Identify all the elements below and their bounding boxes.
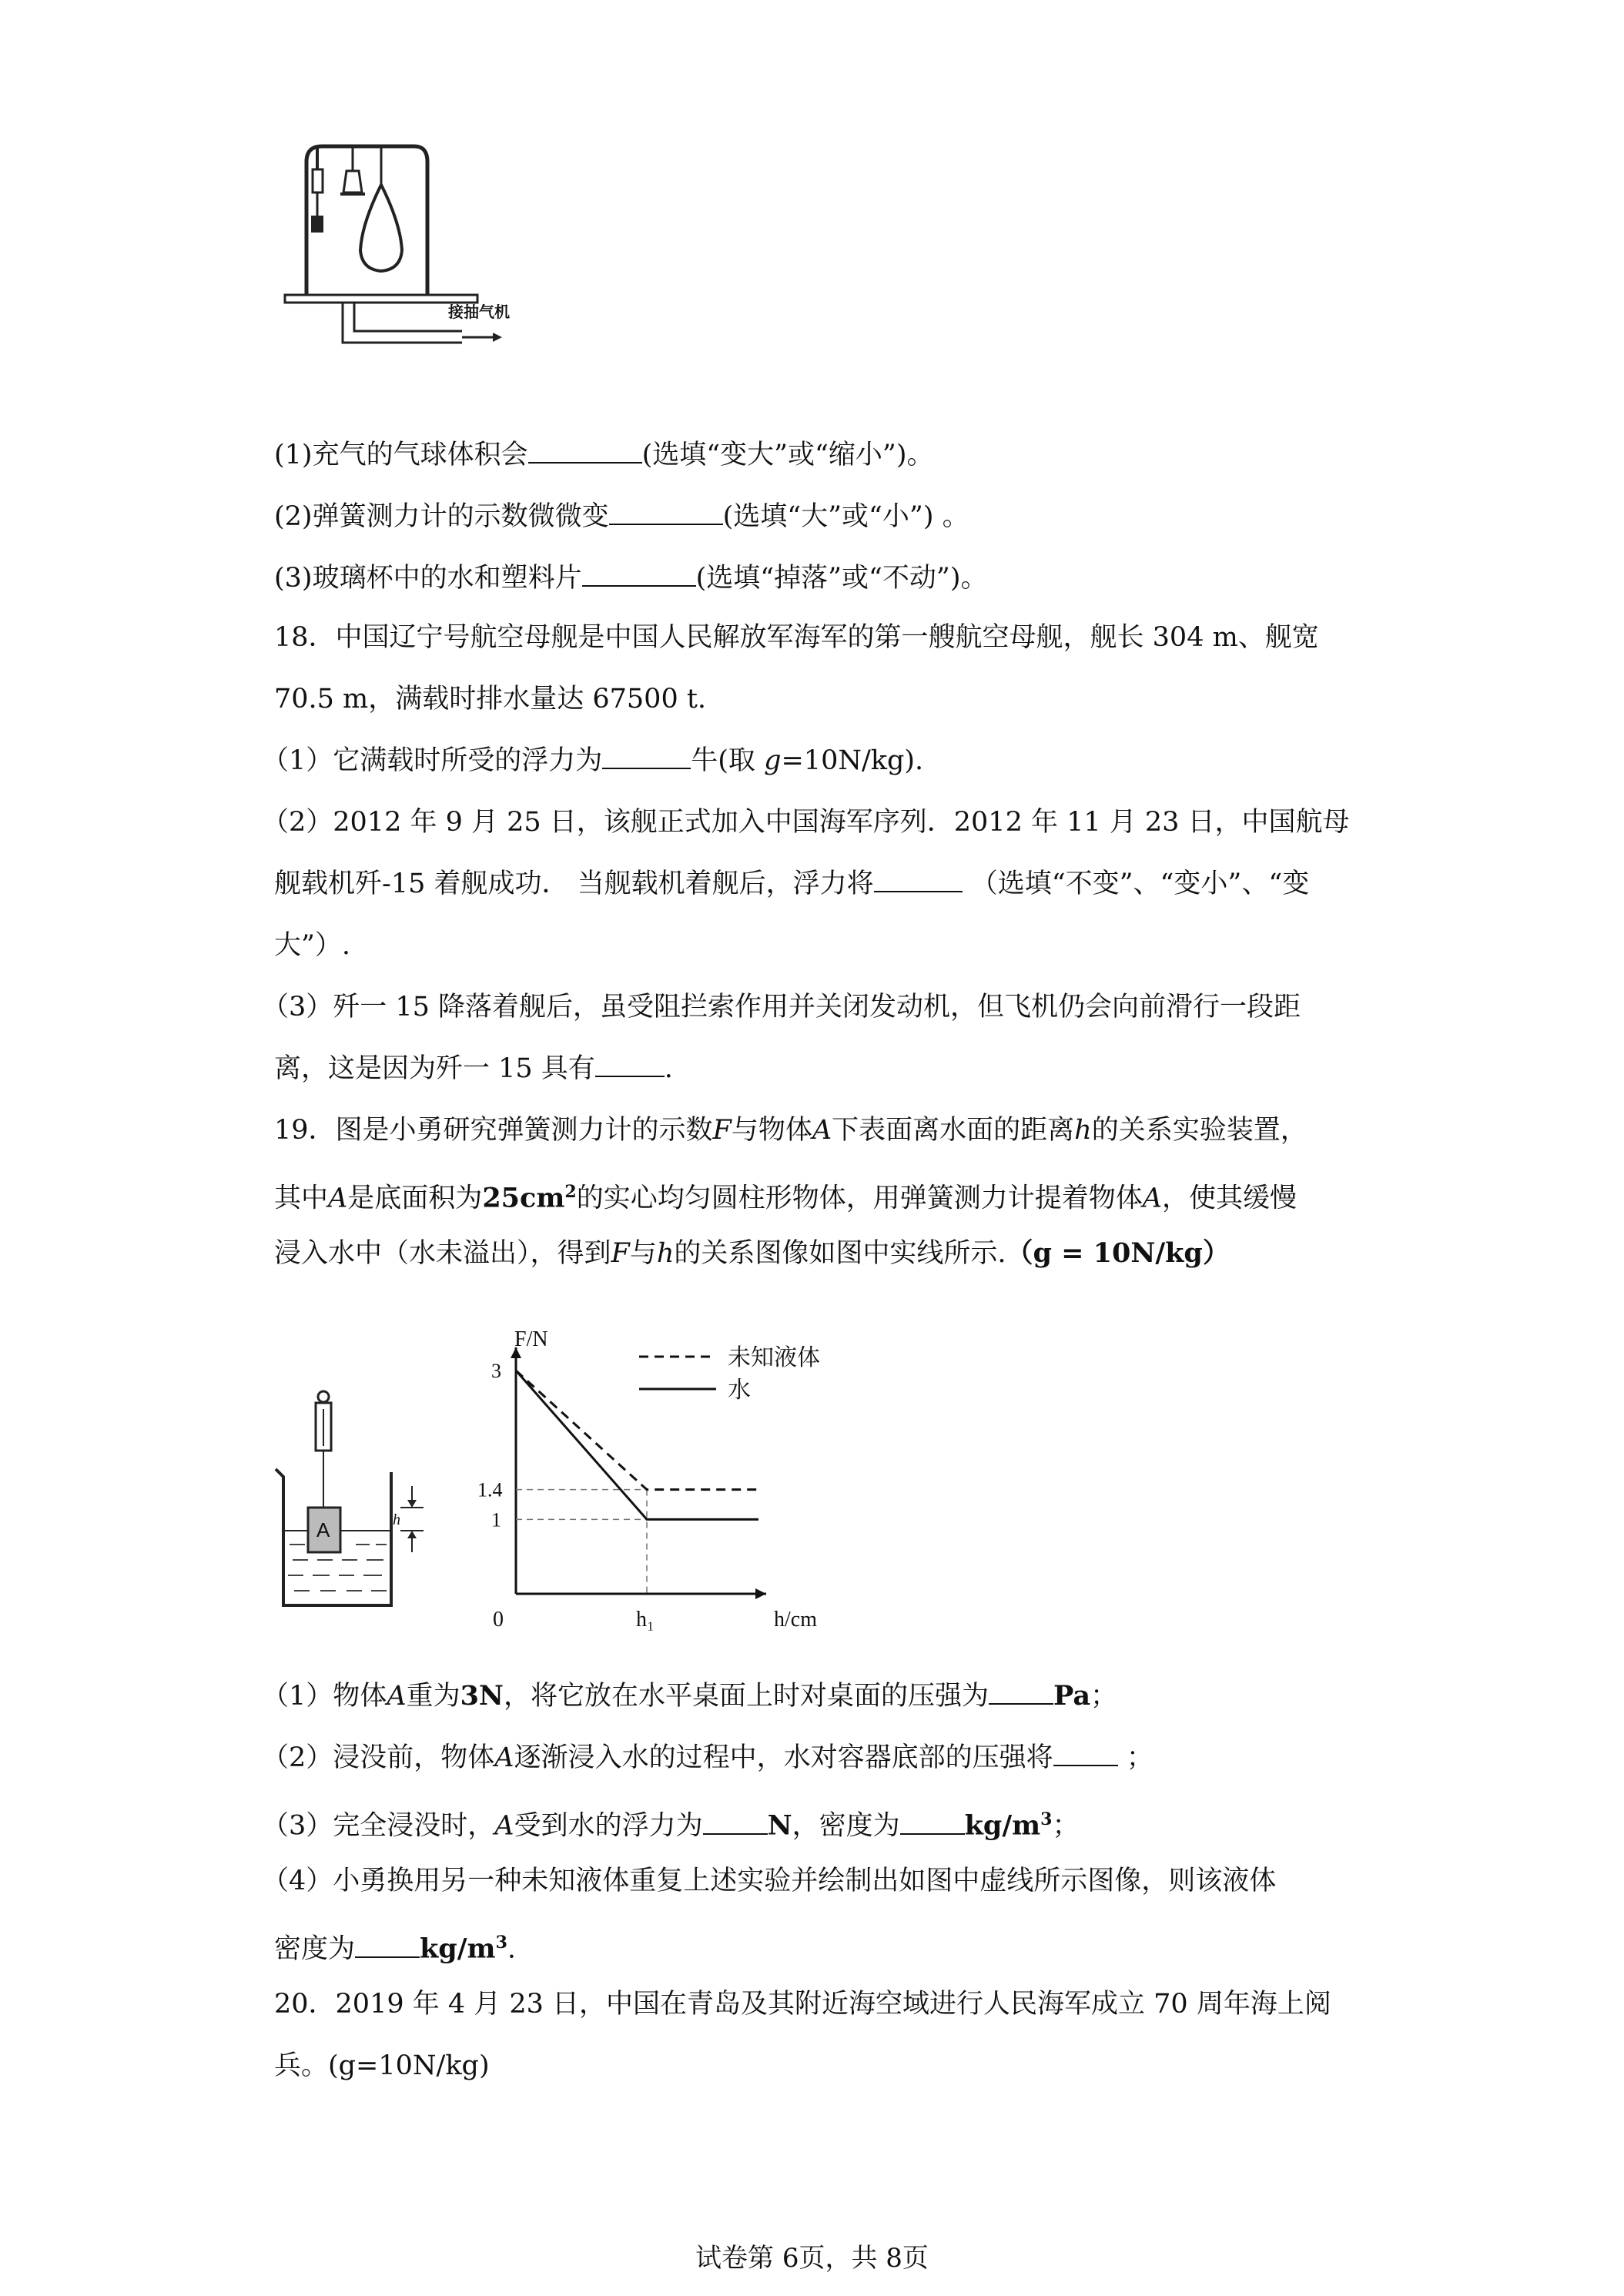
exponent: 3 [495, 1933, 507, 1953]
q17-part3 [274, 561, 987, 596]
q17-part1-text: (1)充气的气球体积会 [274, 440, 528, 470]
legend-label-unknown-liquid: 未知液体 [728, 1345, 820, 1371]
object-symbol: A [328, 1183, 348, 1214]
answer-blank[interactable] [528, 439, 642, 464]
object-symbol: A [494, 1810, 514, 1842]
legend-label-water: 水 [728, 1377, 751, 1403]
text: ，将它放在水平桌面上时对桌面的压强为 [503, 1681, 989, 1712]
density-unit: kg/m [964, 1809, 1041, 1842]
exponent: 3 [1040, 1809, 1053, 1829]
exponent: 2 [564, 1182, 577, 1202]
series-line-water [516, 1371, 758, 1519]
q17-part1-options: (选填“变大”或“缩小”)。 [641, 440, 934, 470]
q18-part3-text: 离，这是因为歼一 15 具有 [274, 1053, 595, 1084]
text: （2）浸没前，物体 [262, 1742, 495, 1773]
q17-part3-text: (3)玻璃杯中的水和塑料片 [274, 563, 582, 594]
q17-part1 [274, 437, 933, 473]
q19-part4-line2 [274, 1925, 516, 1967]
q18-part2-line1: （2）2012 年 9 月 25 日，该舰正式加入中国海军序列．2012 年 11 月 23 日，中国航母 [262, 807, 1350, 838]
q18-part2-options: （选填“不变”、“变小”、“变 [962, 869, 1310, 899]
x-axis-title: h/cm [774, 1608, 817, 1632]
y-axis-title: F/N [514, 1327, 548, 1351]
q20-stem-line2: 兵。(g=10N/kg) [274, 2050, 490, 2081]
q18-part2-text: 舰载机歼-15 着舰成功． 当舰载机着舰后，浮力将 [274, 869, 874, 899]
x-axis-arrow [755, 1588, 766, 1599]
gravity-given: （g = 10N/kg） [1006, 1237, 1230, 1269]
q19-stem-line2 [274, 1174, 1297, 1217]
text: 密度为 [274, 1933, 356, 1965]
q18-part3-end: . [664, 1053, 673, 1084]
text: 逐渐浸入水的过程中，水对容器底部的压强将 [514, 1742, 1053, 1773]
text: 是底面积为 [347, 1183, 483, 1214]
q18-part1-unit: 牛(取 [691, 745, 765, 776]
h-label: h [393, 1511, 400, 1528]
text: ； [1052, 1810, 1080, 1842]
q18-part3-line1: （3）歼一 15 降落着舰后，虽受阻拦索作用并关闭发动机，但飞机仍会向前滑行一段距 [262, 992, 1301, 1022]
q18-part1-text: （1）它满载时所受的浮力为 [262, 745, 603, 776]
object-symbol: A [494, 1742, 514, 1773]
q20-stem-line1: 20．2019 年 4 月 23 日，中国在青岛及其附近海空域进行人民海军成立 70 周年海上阅 [274, 1989, 1331, 2020]
q19-part4-line1: （4）小勇换用另一种未知液体重复上述实验并绘制出如图中虚线所示图像，则该液体 [262, 1866, 1277, 1896]
beaker-figure [262, 1386, 447, 1617]
bell-jar-apparatus-figure [270, 139, 547, 354]
page-footer: 试卷第 6页，共 8页 [695, 2243, 929, 2274]
answer-blank[interactable] [900, 1810, 965, 1835]
depth-symbol: h [656, 1238, 675, 1269]
series-line-unknown-liquid [516, 1371, 758, 1490]
pressure-unit: Pa [1053, 1680, 1091, 1712]
q18-part2-line2 [274, 866, 1309, 902]
y-tick-label-1-4: 1.4 [477, 1478, 503, 1501]
text: . [507, 1933, 517, 1965]
text: ； [1117, 1742, 1154, 1773]
answer-blank[interactable] [595, 1053, 665, 1077]
text: ，密度为 [792, 1810, 900, 1842]
q19-stem-line3 [274, 1236, 1230, 1271]
force-unit: N [767, 1809, 792, 1842]
answer-blank[interactable] [703, 1810, 768, 1835]
text: 的关系图像如图中实线所示. [674, 1238, 1006, 1269]
force-symbol: F [611, 1238, 630, 1269]
density-unit: kg/m [420, 1933, 496, 1965]
object-symbol: A [387, 1681, 407, 1712]
text: 其中 [274, 1183, 329, 1214]
q18-part1-given: =10N/kg). [781, 745, 924, 776]
area-value: 25cm [482, 1182, 565, 1214]
object-symbol: A [1142, 1183, 1162, 1214]
q18-part2-line3: 大”）. [274, 930, 351, 961]
text: ； [1090, 1681, 1118, 1712]
force-depth-chart [462, 1324, 893, 1648]
text: 与物体 [731, 1115, 812, 1146]
text: 的关系实验装置， [1091, 1115, 1308, 1146]
answer-blank[interactable] [355, 1933, 420, 1958]
q18-stem-line1: 18．中国辽宁号航空母舰是中国人民解放军海军的第一艘航空母舰，舰长 304 m、舰宽 [274, 622, 1319, 653]
weight-value: 3N [460, 1680, 504, 1712]
q19-part2 [262, 1740, 1154, 1776]
pump-label: 接抽气机 [448, 304, 510, 321]
text: ，使其缓慢 [1161, 1183, 1297, 1214]
text: 下表面离水面的距离 [832, 1115, 1075, 1146]
answer-blank[interactable] [874, 868, 963, 892]
q19-part1 [262, 1678, 1117, 1714]
object-symbol: A [812, 1115, 832, 1146]
q18-stem-line2: 70.5 m，满载时排水量达 67500 t. [274, 684, 707, 715]
y-tick-label-3: 3 [491, 1360, 501, 1382]
answer-blank[interactable] [609, 500, 723, 525]
q17-part2-text: (2)弹簧测力计的示数微微变 [274, 501, 609, 532]
q19-stem-line1 [274, 1113, 1308, 1148]
force-symbol: F [712, 1115, 732, 1146]
origin-label: 0 [493, 1608, 504, 1632]
depth-symbol: h [1074, 1115, 1092, 1146]
answer-blank[interactable] [582, 562, 696, 587]
text: （3）完全浸没时， [262, 1810, 495, 1842]
q17-part2-options: (选填“大”或“小”) 。 [722, 501, 969, 532]
text: 受到水的浮力为 [514, 1810, 703, 1842]
text: 19．图是小勇研究弹簧测力计的示数 [274, 1115, 713, 1146]
x-tick-label-h1: h₁ [636, 1608, 655, 1632]
y-tick-label-1: 1 [491, 1508, 501, 1531]
answer-blank[interactable] [1053, 1742, 1118, 1766]
g-symbol: g [764, 745, 782, 776]
text: 重为 [406, 1681, 460, 1712]
text: 与 [629, 1238, 657, 1269]
text: 的实心均匀圆柱形物体，用弹簧测力计提着物体 [576, 1183, 1143, 1214]
q17-part3-options: (选填“掉落”或“不动”)。 [695, 563, 988, 594]
answer-blank[interactable] [602, 745, 691, 769]
q18-part3-line2 [274, 1051, 673, 1086]
answer-blank[interactable] [989, 1680, 1053, 1705]
block-label: A [316, 1518, 330, 1541]
q18-part1 [262, 743, 923, 778]
text: 浸入水中（水未溢出），得到 [274, 1238, 611, 1269]
q17-part2 [274, 499, 969, 534]
q19-part3 [262, 1802, 1079, 1844]
text: （1）物体 [262, 1681, 387, 1712]
